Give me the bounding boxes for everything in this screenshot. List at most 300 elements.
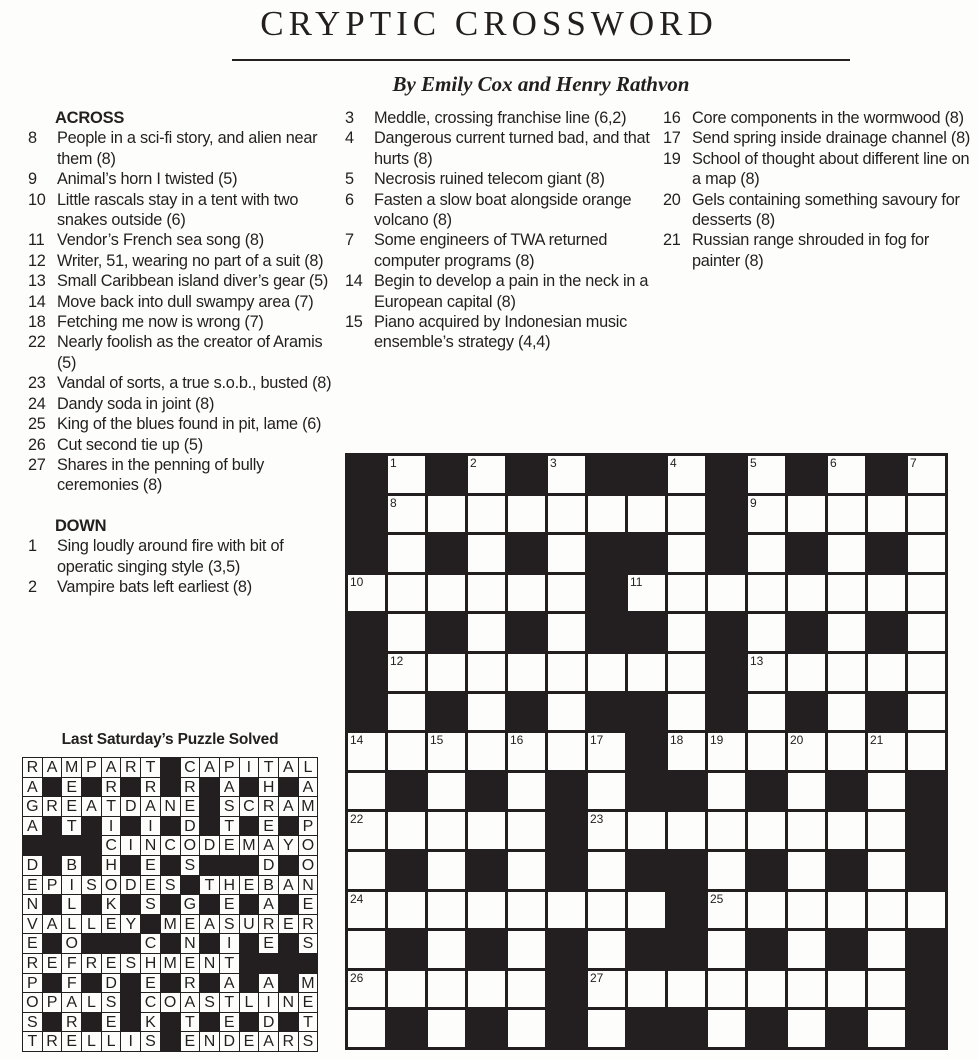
grid-cell[interactable] [428,575,465,612]
clue-text: Core components in the wormwood (8) [692,109,964,127]
clue-across-9 [28,169,343,189]
grid-cell[interactable] [388,496,425,533]
black-square [161,1032,180,1051]
down-heading: DOWN [55,516,107,535]
clue-text: Fasten a slow boat alongside orange volcano (8) [374,190,632,230]
grid-cell[interactable] [828,812,865,849]
grid-cell[interactable] [348,733,385,770]
grid-cell[interactable] [668,812,705,849]
black-square [708,496,745,533]
grid-cell[interactable] [828,456,865,493]
black-square [748,1010,785,1047]
grid-cell[interactable] [588,496,625,533]
grid-cell[interactable] [348,575,385,612]
black-square [348,496,385,533]
grid-cell[interactable] [828,694,865,731]
black-square [628,456,665,493]
clue-text: Gels containing something savoury for desserts (8) [692,190,960,230]
black-square [161,895,180,914]
grid-cell[interactable] [468,535,505,572]
cell-number: 3 [550,456,557,470]
black-square [200,856,219,875]
clue-number: 21 [663,231,681,250]
solved-letter: R [259,915,278,934]
grid-cell[interactable] [668,614,705,651]
solved-letter: H [220,876,239,895]
black-square [508,456,545,493]
solved-letter: N [181,934,200,953]
clues-column-3 [663,108,975,271]
black-square [548,1010,585,1047]
solved-letter: E [62,1032,81,1051]
grid-cell[interactable] [908,733,945,770]
solved-letter: O [299,856,318,875]
solved-letter: I [240,758,259,777]
grid-cell[interactable] [388,892,425,929]
grid-cell[interactable] [828,654,865,691]
solved-puzzle-label: Last Saturday’s Puzzle Solved [61,731,279,748]
grid-cell[interactable] [868,496,905,533]
grid-cell[interactable] [748,694,785,731]
grid-cell[interactable] [628,496,665,533]
grid-cell[interactable] [468,694,505,731]
clue-text: Begin to develop a pain in the neck in a European capital (8) [374,272,649,311]
grid-cell[interactable] [868,931,905,968]
black-square [43,934,62,953]
black-square [43,817,62,836]
grid-cell[interactable] [388,812,425,849]
grid-cell[interactable] [628,575,665,612]
black-square [908,931,945,968]
grid-cell[interactable] [708,812,745,849]
solved-letter: M [299,974,318,993]
grid-cell[interactable] [388,456,425,493]
black-square [82,817,101,836]
grid-cell[interactable] [828,892,865,929]
grid-cell[interactable] [868,733,905,770]
solved-letter: E [141,876,160,895]
clue-number: 11 [28,231,45,250]
grid-cell[interactable] [588,654,625,691]
black-square [200,974,219,993]
grid-cell[interactable] [668,694,705,731]
grid-cell[interactable] [388,575,425,612]
clue-number: 2 [28,577,37,596]
solved-letter: N [279,993,298,1012]
black-square [868,694,905,731]
grid-cell[interactable] [468,456,505,493]
grid-cell[interactable] [788,496,825,533]
black-square [588,575,625,612]
grid-cell[interactable] [708,733,745,770]
clue-text: Move back into dull swampy area (7) [57,292,314,311]
clue-text: Vampire bats left earliest (8) [57,577,252,596]
solved-letter: R [279,1032,298,1051]
grid-cell[interactable] [588,931,625,968]
grid-cell[interactable] [708,892,745,929]
grid-cell[interactable] [908,496,945,533]
clue-number: 8 [28,129,37,148]
cell-number: 26 [350,970,364,985]
solved-letter: C [161,836,180,855]
grid-cell[interactable] [628,971,665,1008]
solved-letter: A [43,758,62,777]
grid-cell[interactable] [588,773,625,810]
grid-cell[interactable] [508,575,545,612]
grid-cell[interactable] [508,852,545,889]
grid-cell[interactable] [508,931,545,968]
black-square [468,852,505,889]
black-square [43,836,62,855]
grid-cell[interactable] [428,931,465,968]
grid-cell[interactable] [588,892,625,929]
grid-cell[interactable] [668,733,705,770]
grid-cell[interactable] [628,812,665,849]
solved-letter: R [141,778,160,797]
solved-letter: R [62,1013,81,1032]
solved-letter: M [240,836,259,855]
black-square [141,915,160,934]
grid-cell[interactable] [348,773,385,810]
grid-cell[interactable] [828,496,865,533]
black-square [628,733,665,770]
grid-cell[interactable] [708,931,745,968]
clue-text: Dangerous current turned bad, and that hurts (8) [374,129,650,168]
grid-cell[interactable] [868,654,905,691]
grid-cell[interactable] [428,971,465,1008]
grid-cell[interactable] [468,971,505,1008]
black-square [548,773,585,810]
grid-cell[interactable] [588,812,625,849]
black-square [668,773,705,810]
solved-letter: D [102,974,121,993]
grid-cell[interactable] [708,971,745,1008]
grid-cell[interactable] [668,575,705,612]
solved-letter: E [299,895,318,914]
solved-letter: T [220,993,239,1012]
solved-letter: R [181,974,200,993]
grid-cell[interactable] [508,773,545,810]
grid-cell[interactable] [508,971,545,1008]
grid-cell[interactable] [348,971,385,1008]
clues-column-1 [28,108,343,597]
cell-number: 24 [350,891,364,906]
clue-text: Cut second tie up (5) [57,435,203,454]
black-square [23,836,42,855]
grid-cell[interactable] [548,694,585,731]
solved-letter: O [102,876,121,895]
black-square [240,778,259,797]
grid-cell[interactable] [708,773,745,810]
solved-letter: R [181,778,200,797]
clue-down_col3-17 [663,128,975,148]
black-square [240,856,259,875]
solved-letter: A [220,974,239,993]
grid-cell[interactable] [428,892,465,929]
clue-number: 12 [28,251,46,270]
black-square [121,856,140,875]
solved-letter: A [23,817,42,836]
solved-letter: D [200,836,219,855]
grid-cell[interactable] [748,971,785,1008]
grid-cell[interactable] [468,654,505,691]
solved-letter: V [23,915,42,934]
clue-number: 26 [28,435,46,454]
grid-cell[interactable] [388,694,425,731]
black-square [828,1010,865,1047]
grid-cell[interactable] [548,733,585,770]
cell-number: 12 [390,653,404,668]
grid-cell[interactable] [468,892,505,929]
grid-cell[interactable] [828,971,865,1008]
grid-cell[interactable] [508,654,545,691]
cell-number: 13 [750,653,764,668]
solved-letter: E [102,954,121,973]
clue-number: 22 [28,333,46,352]
solved-letter: E [141,974,160,993]
black-square [121,934,140,953]
grid-cell[interactable] [548,654,585,691]
grid-cell[interactable] [828,614,865,651]
grid-cell[interactable] [748,812,785,849]
grid-cell[interactable] [908,535,945,572]
black-square [200,797,219,816]
grid-cell[interactable] [468,496,505,533]
grid-cell[interactable] [828,733,865,770]
grid-cell[interactable] [348,852,385,889]
grid-cell[interactable] [508,496,545,533]
clue-text: Some engineers of TWA returned computer programs (8) [374,231,608,270]
grid-cell[interactable] [468,614,505,651]
grid-cell[interactable] [788,852,825,889]
grid-cell[interactable] [668,456,705,493]
grid-cell[interactable] [908,694,945,731]
grid-cell[interactable] [748,535,785,572]
solved-letter: D [23,856,42,875]
grid-cell[interactable] [548,892,585,929]
grid-cell[interactable] [708,575,745,612]
grid-cell[interactable] [428,773,465,810]
grid-cell[interactable] [548,456,585,493]
black-square [200,817,219,836]
grid-cell[interactable] [468,575,505,612]
black-square [548,971,585,1008]
clue-text: Meddle, crossing franchise line (6,2) [374,109,627,127]
grid-cell[interactable] [868,812,905,849]
clue-number: 16 [663,109,681,127]
cell-number: 10 [350,574,364,589]
grid-cell[interactable] [388,654,425,691]
clue-number: 14 [345,272,363,291]
solved-letter: C [141,934,160,953]
clue-text: Little rascals stay in a tent with two snakes outside (6) [57,190,299,230]
grid-cell[interactable] [788,575,825,612]
grid-cell[interactable] [348,812,385,849]
solved-letter: N [161,797,180,816]
grid-cell[interactable] [348,931,385,968]
black-square [200,934,219,953]
grid-cell[interactable] [708,1010,745,1047]
grid-cell[interactable] [868,852,905,889]
grid-cell[interactable] [868,575,905,612]
grid-cell[interactable] [508,1010,545,1047]
grid-cell[interactable] [588,733,625,770]
black-square [708,614,745,651]
grid-cell[interactable] [548,575,585,612]
grid-cell[interactable] [788,892,825,929]
grid-cell[interactable] [908,892,945,929]
crossword-grid[interactable] [345,453,948,1050]
grid-cell[interactable] [668,971,705,1008]
solved-letter: B [259,876,278,895]
solved-letter: T [102,797,121,816]
grid-cell[interactable] [508,733,545,770]
solved-letter: M [161,915,180,934]
solved-letter: A [23,778,42,797]
clue-down_col1-1 [28,536,343,577]
grid-cell[interactable] [908,614,945,651]
black-square [43,778,62,797]
grid-cell[interactable] [588,971,625,1008]
grid-cell[interactable] [748,614,785,651]
grid-cell[interactable] [388,614,425,651]
grid-cell[interactable] [788,1010,825,1047]
black-square [708,456,745,493]
grid-cell[interactable] [348,892,385,929]
across-clue-list [28,128,343,495]
grid-cell[interactable] [788,654,825,691]
solved-letter: L [299,758,318,777]
black-square [588,456,625,493]
grid-cell[interactable] [468,812,505,849]
grid-cell[interactable] [748,496,785,533]
solved-letter: C [102,836,121,855]
grid-cell[interactable] [868,892,905,929]
grid-cell[interactable] [748,654,785,691]
grid-cell[interactable] [468,733,505,770]
black-square [428,456,465,493]
grid-cell[interactable] [668,496,705,533]
grid-cell[interactable] [588,1010,625,1047]
grid-cell[interactable] [828,575,865,612]
grid-cell[interactable] [388,733,425,770]
grid-cell[interactable] [548,535,585,572]
cell-number: 23 [590,812,604,827]
clue-number: 5 [345,170,354,189]
black-square [828,852,865,889]
grid-cell[interactable] [428,654,465,691]
black-square [161,758,180,777]
solved-letter: I [121,1032,140,1051]
grid-cell[interactable] [748,575,785,612]
solved-letter: O [62,934,81,953]
solved-puzzle-grid [22,757,318,1052]
black-square [388,773,425,810]
black-square [388,852,425,889]
grid-cell[interactable] [748,892,785,929]
black-square [200,778,219,797]
black-square [668,852,705,889]
black-square [428,694,465,731]
grid-cell[interactable] [428,496,465,533]
solved-letter: E [220,895,239,914]
clue-down_col2-6 [345,190,660,231]
black-square [348,614,385,651]
grid-cell[interactable] [548,614,585,651]
clue-down_col1-2 [28,577,343,597]
grid-cell[interactable] [428,852,465,889]
black-square [748,773,785,810]
grid-cell[interactable] [348,1010,385,1047]
grid-cell[interactable] [868,773,905,810]
grid-cell[interactable] [788,733,825,770]
grid-cell[interactable] [428,733,465,770]
black-square [200,1013,219,1032]
grid-cell[interactable] [588,852,625,889]
solved-letter: I [102,817,121,836]
solved-letter: E [220,836,239,855]
black-square [43,856,62,875]
black-square [279,934,298,953]
grid-cell[interactable] [828,535,865,572]
grid-cell[interactable] [788,931,825,968]
black-square [279,1013,298,1032]
clue-across-12 [28,251,343,271]
page-title: CRYPTIC CROSSWORD [260,4,718,43]
black-square [868,614,905,651]
grid-cell[interactable] [868,1010,905,1047]
black-square [240,954,259,973]
black-square [161,934,180,953]
grid-cell[interactable] [748,456,785,493]
grid-cell[interactable] [788,812,825,849]
solved-letter: N [141,836,160,855]
solved-letter: S [299,1032,318,1051]
cell-number: 9 [750,495,757,510]
grid-cell[interactable] [668,535,705,572]
grid-cell[interactable] [508,892,545,929]
grid-cell[interactable] [388,535,425,572]
grid-cell[interactable] [908,456,945,493]
solved-letter: A [200,915,219,934]
grid-cell[interactable] [868,971,905,1008]
grid-cell[interactable] [388,971,425,1008]
black-square [348,694,385,731]
clue-text: Writer, 51, wearing no part of a suit (8) [57,251,324,270]
cell-number: 17 [590,733,604,748]
grid-cell[interactable] [548,496,585,533]
grid-cell[interactable] [908,575,945,612]
grid-cell[interactable] [668,654,705,691]
grid-cell[interactable] [428,812,465,849]
clue-down_col2-14 [345,271,660,312]
grid-cell[interactable] [508,812,545,849]
solved-letter: O [23,993,42,1012]
grid-cell[interactable] [788,773,825,810]
grid-cell[interactable] [908,654,945,691]
black-square [908,1010,945,1047]
grid-cell[interactable] [748,733,785,770]
solved-letter: P [43,993,62,1012]
grid-cell[interactable] [788,971,825,1008]
grid-cell[interactable] [708,852,745,889]
grid-cell[interactable] [428,1010,465,1047]
grid-cell[interactable] [628,892,665,929]
grid-cell[interactable] [628,654,665,691]
solved-letter: R [102,778,121,797]
black-square [668,931,705,968]
clue-number: 10 [28,190,46,209]
